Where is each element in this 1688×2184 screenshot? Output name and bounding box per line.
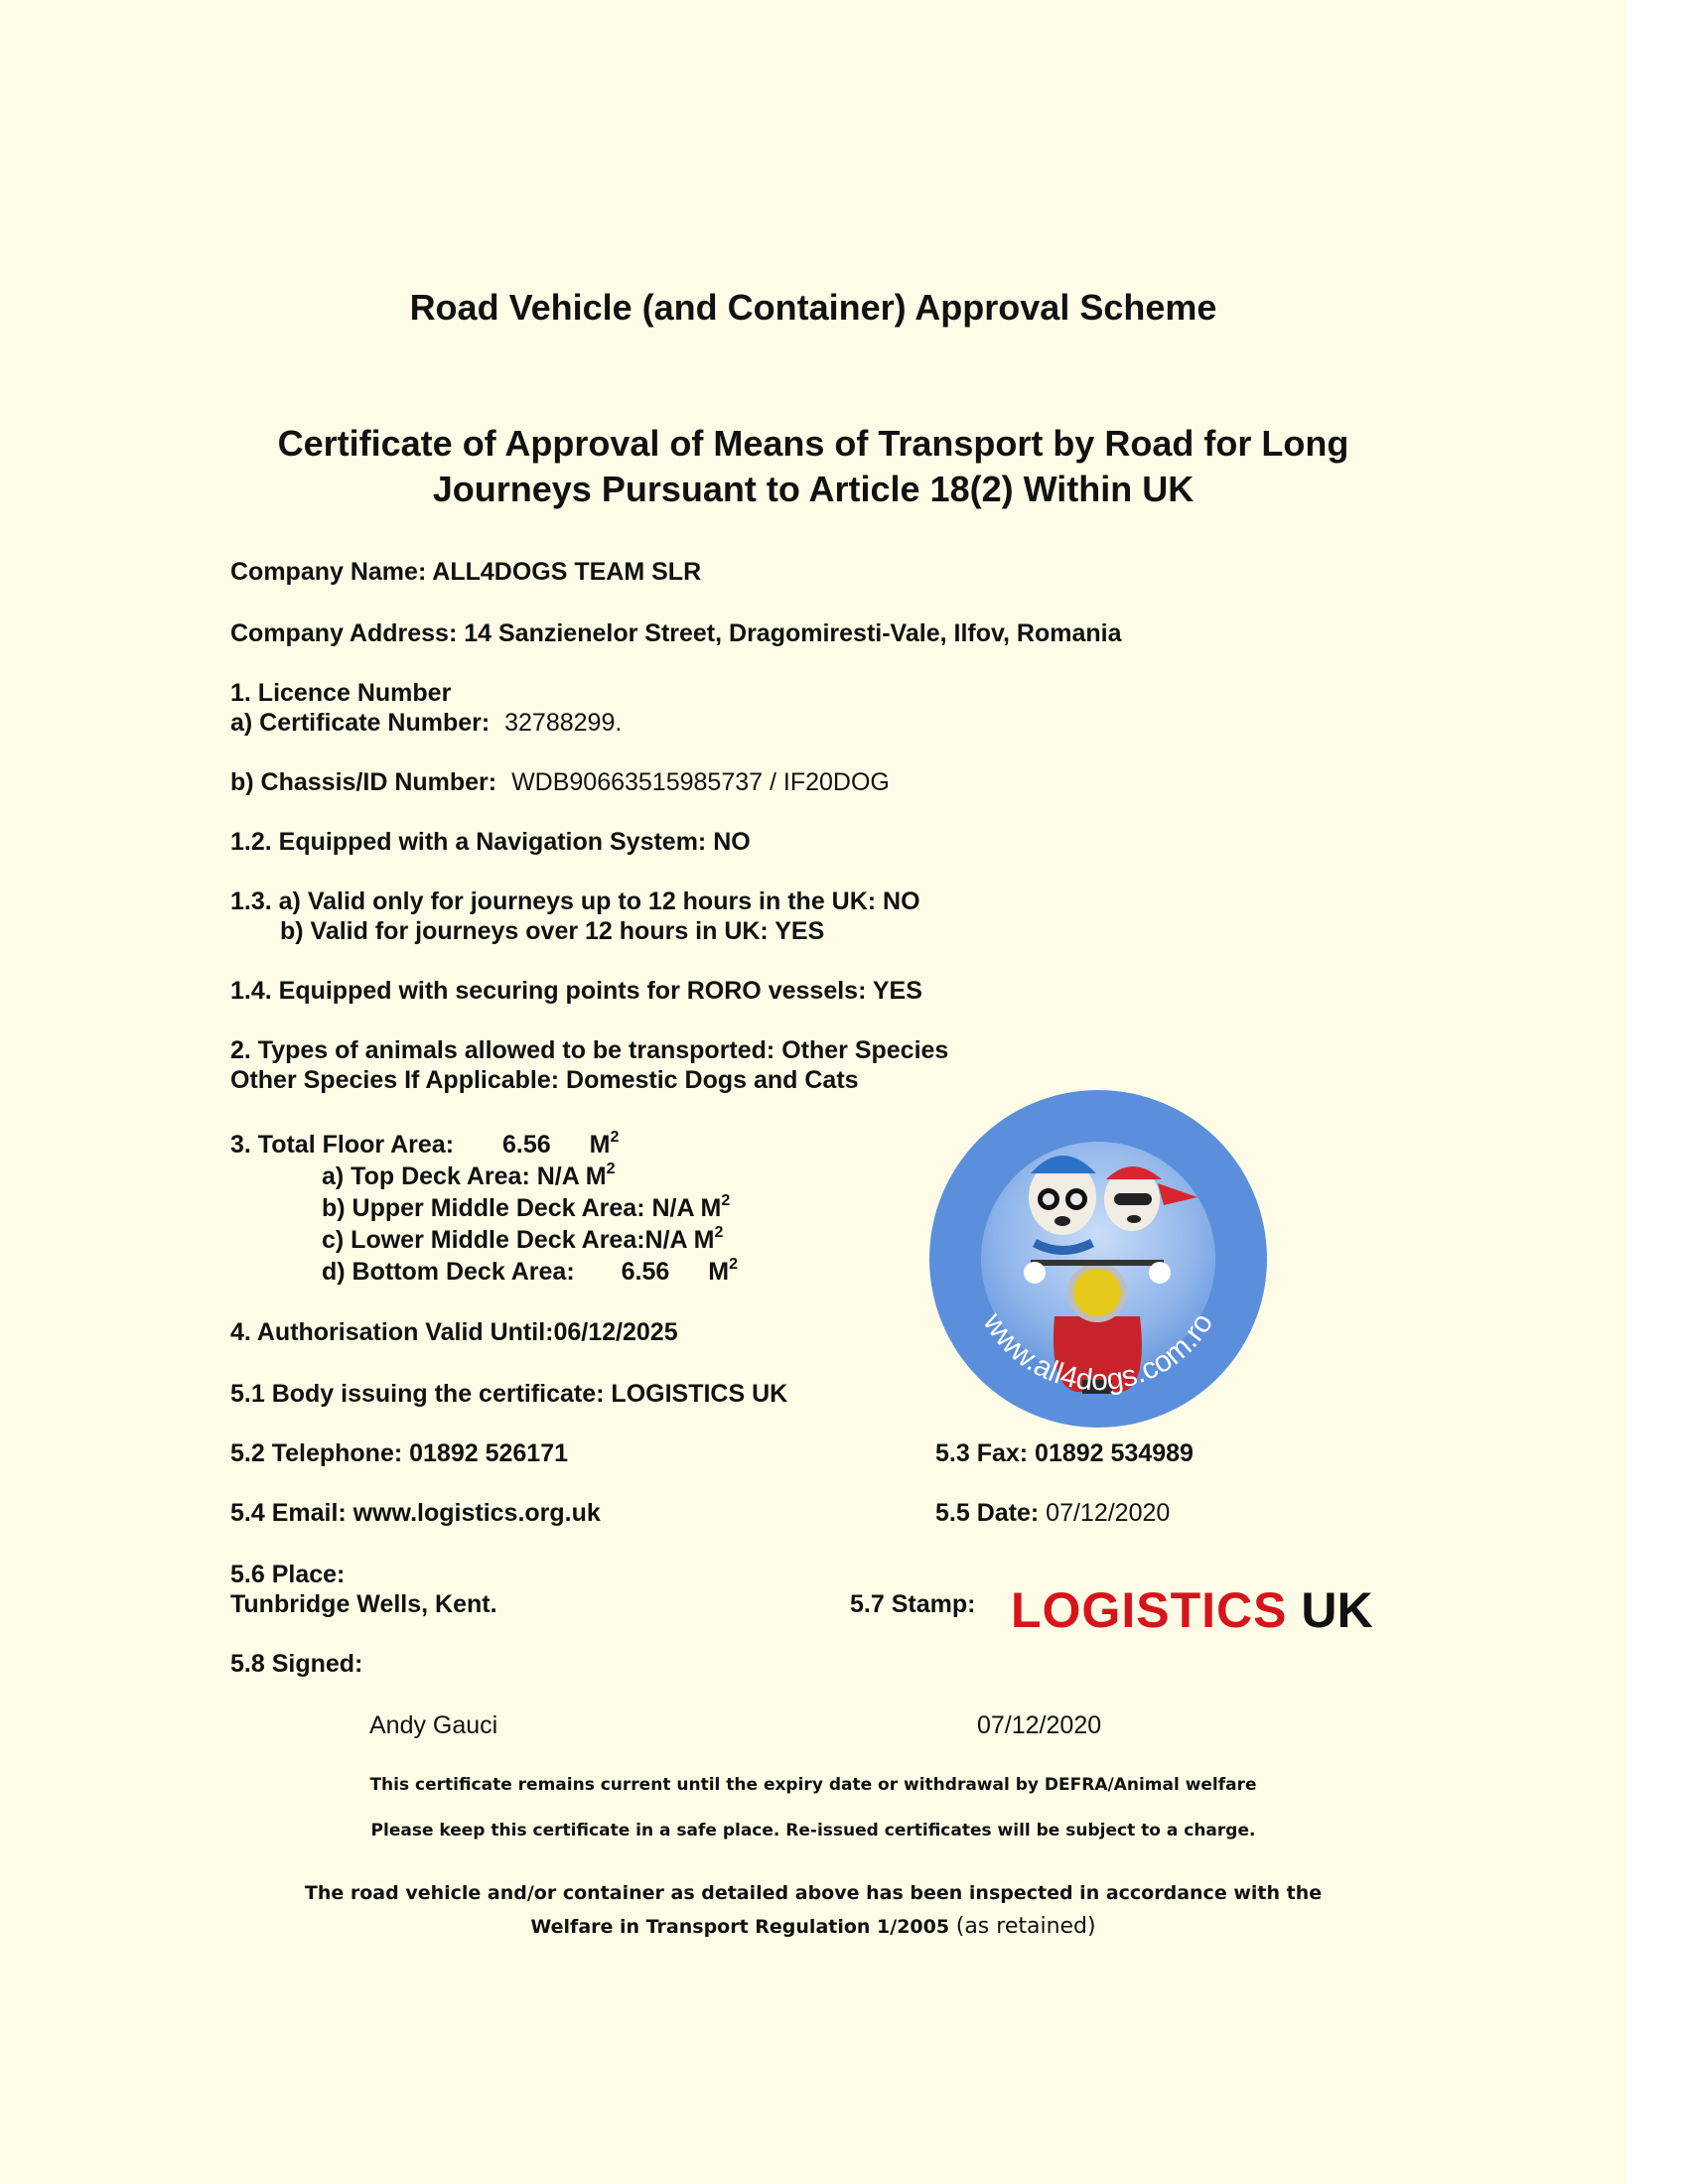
- fax-row: 5.3 Fax: 01892 534989: [935, 1439, 1194, 1467]
- certificate-number-value: 32788299.: [504, 709, 623, 737]
- company-name-label: Company Name:: [230, 558, 427, 586]
- logistics-uk-stamp: [1011, 1582, 1373, 1638]
- company-name-value: ALL4DOGS TEAM SLR: [432, 558, 702, 586]
- chassis-label: b) Chassis/ID Number:: [230, 768, 497, 796]
- roro-row: 1.4. Equipped with securing points for RORO vessels: YES: [230, 977, 922, 1005]
- certificate-title-line-2: Journeys Pursuant to Article 18(2) Within UK: [432, 469, 1195, 509]
- unit-superscript: 2: [610, 1129, 620, 1146]
- unit-superscript: 2: [714, 1224, 724, 1241]
- total-floor-area-value: 6.56: [501, 1131, 551, 1159]
- place-label: 5.6 Place:: [230, 1561, 346, 1588]
- certificate-number-row: [230, 711, 622, 736]
- signed-date: 07/12/2020: [977, 1711, 1102, 1739]
- unit-superscript: 2: [606, 1160, 616, 1177]
- bottom-deck-label: d) Bottom Deck Area:: [322, 1258, 575, 1286]
- bottom-deck-unit: M: [708, 1258, 730, 1286]
- company-address-value: 14 Sanzienelor Street, Dragomiresti-Vale, Ilfov, Romania: [464, 619, 1122, 647]
- upper-middle-deck-text: b) Upper Middle Deck Area: N/A M: [322, 1194, 722, 1222]
- valid-up-to-12-hours-row: 1.3. a) Valid only for journeys up to 12 hours in the UK: NO: [230, 887, 920, 915]
- signed-label: 5.8 Signed:: [230, 1650, 363, 1678]
- telephone-row: 5.2 Telephone: 01892 526171: [230, 1439, 569, 1467]
- stamp-logistics-text: LOGISTICS: [1011, 1582, 1288, 1638]
- bottom-deck-value: 6.56: [621, 1258, 670, 1286]
- chassis-value: WDB90663515985737 / IF20DOG: [511, 768, 890, 796]
- chassis-row: [230, 770, 890, 795]
- place-value: Tunbridge Wells, Kent.: [230, 1590, 497, 1618]
- top-deck-text: a) Top Deck Area: N/A M: [322, 1162, 607, 1190]
- signer-name: Andy Gauci: [369, 1711, 498, 1739]
- footer-retained-text: (as retained): [955, 1914, 1096, 1939]
- email-row: 5.4 Email: www.logistics.org.uk: [230, 1499, 601, 1527]
- all4dogs-logo: [927, 1088, 1269, 1430]
- stamp-uk-text: UK: [1301, 1582, 1373, 1638]
- company-name-row: [230, 560, 701, 585]
- total-floor-area-unit: M: [589, 1131, 611, 1159]
- scheme-title: Road Vehicle (and Container) Approval Scheme: [409, 287, 1217, 328]
- bottom-deck-row: [322, 1257, 738, 1285]
- animal-types-row: 2. Types of animals allowed to be transported: Other Species: [230, 1036, 949, 1064]
- stamp-label: 5.7 Stamp:: [850, 1590, 976, 1618]
- total-floor-area-label: 3. Total Floor Area:: [230, 1131, 455, 1159]
- total-floor-area-row: [230, 1130, 619, 1158]
- lower-middle-deck-row: [322, 1225, 723, 1253]
- logo-url-text: www.all4dogs.com.ro: [976, 1306, 1220, 1398]
- footer-regulation-text: Welfare in Transport Regulation 1/2005: [530, 1916, 950, 1938]
- company-address-row: [230, 621, 1122, 646]
- licence-heading: 1. Licence Number: [230, 679, 452, 707]
- certificate-number-label: a) Certificate Number:: [230, 709, 491, 737]
- top-deck-row: [322, 1161, 616, 1189]
- upper-middle-deck-row: [322, 1193, 730, 1221]
- footer-inspection-note: The road vehicle and/or container as detailed above has been inspected in accordance with the: [304, 1882, 1323, 1904]
- company-address-label: Company Address:: [230, 619, 458, 647]
- all4dogs-logo-graphic: [927, 1088, 1269, 1430]
- authorisation-row: 4. Authorisation Valid Until:06/12/2025: [230, 1318, 678, 1346]
- other-species-row: Other Species If Applicable: Domestic Dogs and Cats: [230, 1066, 859, 1094]
- issuing-body-row: 5.1 Body issuing the certificate: LOGISTICS UK: [230, 1380, 788, 1408]
- navigation-system-row: 1.2. Equipped with a Navigation System: NO: [230, 828, 751, 856]
- date-row: [935, 1501, 1170, 1526]
- date-label: 5.5 Date:: [935, 1499, 1040, 1527]
- valid-over-12-hours-row: b) Valid for journeys over 12 hours in UK: YES: [280, 917, 825, 945]
- unit-superscript: 2: [721, 1192, 731, 1209]
- certificate-title-line-1: Certificate of Approval of Means of Transport by Road for Long: [277, 423, 1349, 464]
- footer-regulation-note: [0, 1916, 1626, 1938]
- unit-superscript: 2: [729, 1256, 738, 1273]
- footer-validity-note: This certificate remains current until the expiry date or withdrawal by DEFRA/Animal welfare: [369, 1775, 1257, 1795]
- date-value: 07/12/2020: [1046, 1499, 1171, 1527]
- footer-safe-keeping-note: Please keep this certificate in a safe place. Re-issued certificates will be subject to a charge.: [370, 1821, 1256, 1841]
- lower-middle-deck-text: c) Lower Middle Deck Area:N/A M: [322, 1226, 715, 1254]
